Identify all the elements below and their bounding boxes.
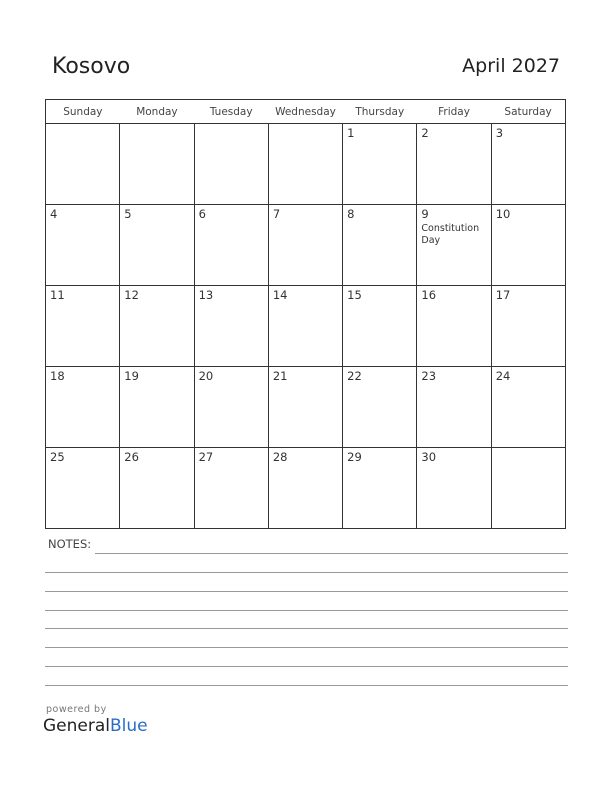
day-cell (120, 205, 194, 286)
day-cell (343, 286, 417, 367)
day-number: 19 (124, 369, 139, 383)
day-cell (417, 286, 491, 367)
notes-label: NOTES: (48, 537, 92, 551)
day-cell (194, 205, 268, 286)
logo-general-text: General (43, 716, 110, 736)
day-number: 24 (495, 369, 511, 383)
day-number: 16 (421, 288, 437, 302)
week-row (46, 124, 566, 205)
day-number: 15 (347, 288, 362, 302)
day-cell (268, 205, 342, 286)
day-cell (268, 124, 342, 205)
day-number: 4 (50, 207, 58, 221)
day-cell (343, 448, 417, 529)
day-number: 12 (124, 288, 139, 302)
day-cell (343, 205, 417, 286)
day-cell (491, 448, 565, 529)
generalblue-logo (43, 716, 148, 736)
weekday-header-row (46, 100, 566, 124)
notes-line (45, 628, 568, 629)
day-cell (417, 124, 491, 205)
holiday-label: Constitution Day (421, 223, 480, 246)
notes-line (45, 610, 568, 611)
day-number: 17 (495, 288, 511, 302)
day-cell (343, 124, 417, 205)
day-number: 8 (347, 207, 355, 221)
week-row (46, 448, 566, 529)
day-cell (417, 205, 491, 286)
day-number: 9 (421, 207, 429, 221)
day-number: 20 (198, 369, 214, 383)
day-number: 2 (421, 126, 429, 140)
day-cell (343, 367, 417, 448)
day-cell (120, 124, 194, 205)
weekday-sunday: Sunday (46, 100, 120, 124)
day-cell (120, 286, 194, 367)
day-cell (46, 448, 120, 529)
calendar-grid (45, 99, 566, 529)
day-number: 23 (421, 369, 437, 383)
day-cell (417, 367, 491, 448)
week-row (46, 367, 566, 448)
day-cell (268, 367, 342, 448)
day-cell (194, 448, 268, 529)
month-year-title: April 2027 (462, 55, 560, 77)
day-cell (46, 205, 120, 286)
day-number: 3 (495, 126, 504, 140)
day-number: 18 (50, 369, 65, 383)
day-number: 27 (198, 450, 214, 464)
notes-line (45, 591, 568, 592)
day-cell (417, 448, 491, 529)
day-cell (46, 286, 120, 367)
day-cell (120, 367, 194, 448)
notes-line (45, 685, 568, 686)
day-number: 5 (124, 207, 132, 221)
day-cell (194, 124, 268, 205)
powered-by-text: powered by (46, 704, 107, 715)
weekday-monday: Monday (120, 100, 194, 124)
notes-line (95, 553, 568, 554)
day-cell (491, 205, 565, 286)
weekday-friday: Friday (417, 100, 491, 124)
weekday-thursday: Thursday (343, 100, 417, 124)
country-title: Kosovo (52, 54, 131, 79)
day-number: 30 (421, 450, 437, 464)
day-number: 10 (495, 207, 511, 221)
weekday-wednesday: Wednesday (268, 100, 342, 124)
day-number: 1 (347, 126, 355, 140)
day-number: 13 (198, 288, 214, 302)
day-number: 6 (198, 207, 206, 221)
week-row (46, 205, 566, 286)
day-number: 21 (272, 369, 288, 383)
weekday-saturday: Saturday (491, 100, 565, 124)
day-cell (120, 448, 194, 529)
day-number: 14 (272, 288, 288, 302)
day-cell (194, 367, 268, 448)
day-number: 29 (347, 450, 362, 464)
day-number: 28 (272, 450, 288, 464)
notes-line (45, 647, 568, 648)
day-cell (194, 286, 268, 367)
week-row (46, 286, 566, 367)
logo-blue-text: Blue (110, 716, 148, 736)
day-number: 26 (124, 450, 139, 464)
day-number: 25 (50, 450, 65, 464)
day-cell (491, 367, 565, 448)
notes-line (45, 572, 568, 573)
day-cell (268, 448, 342, 529)
day-number: 7 (272, 207, 281, 221)
day-cell (268, 286, 342, 367)
day-cell (46, 367, 120, 448)
weekday-tuesday: Tuesday (194, 100, 268, 124)
day-number: 11 (50, 288, 65, 302)
day-cell (491, 124, 565, 205)
day-cell (491, 286, 565, 367)
notes-line (45, 666, 568, 667)
day-number: 22 (347, 369, 362, 383)
day-cell (46, 124, 120, 205)
